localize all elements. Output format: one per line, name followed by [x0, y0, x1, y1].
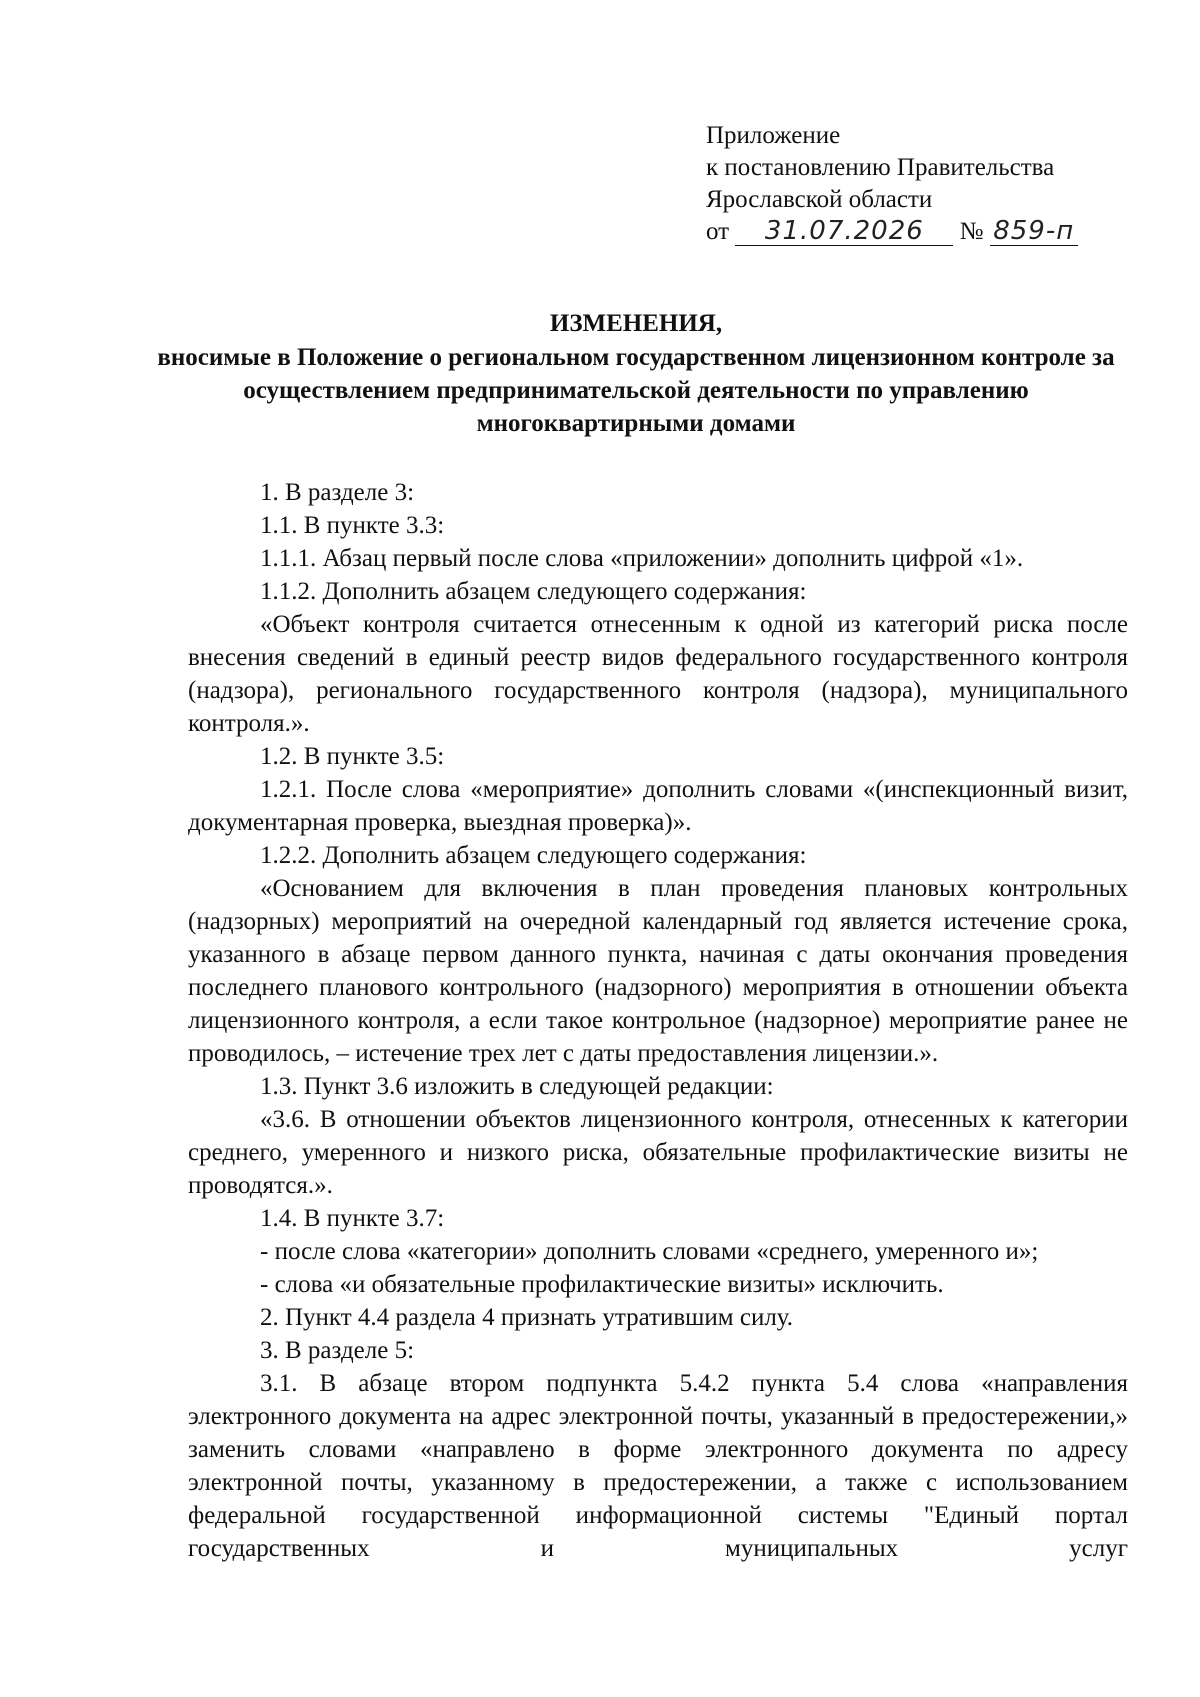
paragraph: - слова «и обязательные профилактические визиты» исключить.: [260, 1271, 944, 1298]
handwritten-number: 859-п: [993, 216, 1075, 246]
paragraph: 1.2.1. После слова «мероприятие» дополнить словами «(инспекционный визит, документарная проверка, выездная проверка)».: [188, 776, 1128, 836]
appendix-line: Приложение: [706, 122, 841, 149]
appendix-date-line: [706, 216, 1146, 248]
handwritten-date: 31.07.2026: [764, 216, 924, 246]
date-prefix: от: [706, 218, 730, 245]
paragraph: 1.2. В пункте 3.5:: [260, 743, 445, 770]
document-title: [150, 307, 1122, 440]
document-body: [188, 476, 1128, 1565]
title-subtitle: вносимые в Положение о региональном государственном лицензионном контроле за осуществлением предпринимательской деятельности по управлению многоквартирными домами: [157, 344, 1115, 437]
appendix-line: к постановлению Правительства: [706, 154, 1055, 181]
paragraph: 3.1. В абзаце втором подпункта 5.4.2 пункта 5.4 слова «направления электронного документа на адрес электронной почты, указанный в предостережении,» заменить словами «направлено в форме электронного документа по адресу электронной почты, указанному в предостережении, а также с использованием федеральной государственной информационной системы "Единый портал государственных и муниципальных услуг: [188, 1370, 1128, 1562]
number-prefix: №: [959, 218, 984, 245]
paragraph: 1.1. В пункте 3.3:: [260, 512, 445, 539]
appendix-block: [706, 120, 1146, 248]
appendix-line: Ярославской области: [706, 186, 933, 213]
paragraph: 1.2.2. Дополнить абзацем следующего содержания:: [260, 842, 807, 869]
paragraph: 2. Пункт 4.4 раздела 4 признать утратившим силу.: [260, 1304, 794, 1331]
paragraph: 1.4. В пункте 3.7:: [260, 1205, 445, 1232]
paragraph: 1.1.1. Абзац первый после слова «приложении» дополнить цифрой «1».: [260, 545, 1024, 572]
paragraph: «3.6. В отношении объектов лицензионного контроля, отнесенных к категории среднего, умеренного и низкого риска, обязательные профилактические визиты не проводятся.».: [188, 1106, 1128, 1199]
date-field: [735, 218, 953, 246]
paragraph: 1. В разделе 3:: [260, 479, 415, 506]
paragraph: - после слова «категории» дополнить словами «среднего, умеренного и»;: [260, 1238, 1039, 1265]
title-main: ИЗМЕНЕНИЯ,: [549, 310, 723, 337]
number-field: [990, 218, 1078, 246]
paragraph: «Объект контроля считается отнесенным к одной из категорий риска после внесения сведений в единый реестр видов федерального государственного контроля (надзора), регионального государственного контроля (надзора), муниципального контроля.».: [188, 611, 1128, 737]
paragraph: 3. В разделе 5:: [260, 1337, 415, 1364]
paragraph: «Основанием для включения в план проведения плановых контрольных (надзорных) мероприятий на очередной календарный год является истечение срока, указанного в абзаце первом данного пункта, начиная с даты окончания проведения последнего планового контрольного (надзорного) мероприятия в отношении объекта лицензионного контроля, а если такое контрольное (надзорное) мероприятие ранее не проводилось, – истечение трех лет с даты предоставления лицензии.».: [188, 875, 1128, 1067]
paragraph: 1.1.2. Дополнить абзацем следующего содержания:: [260, 578, 807, 605]
paragraph: 1.3. Пункт 3.6 изложить в следующей редакции:: [260, 1073, 774, 1100]
